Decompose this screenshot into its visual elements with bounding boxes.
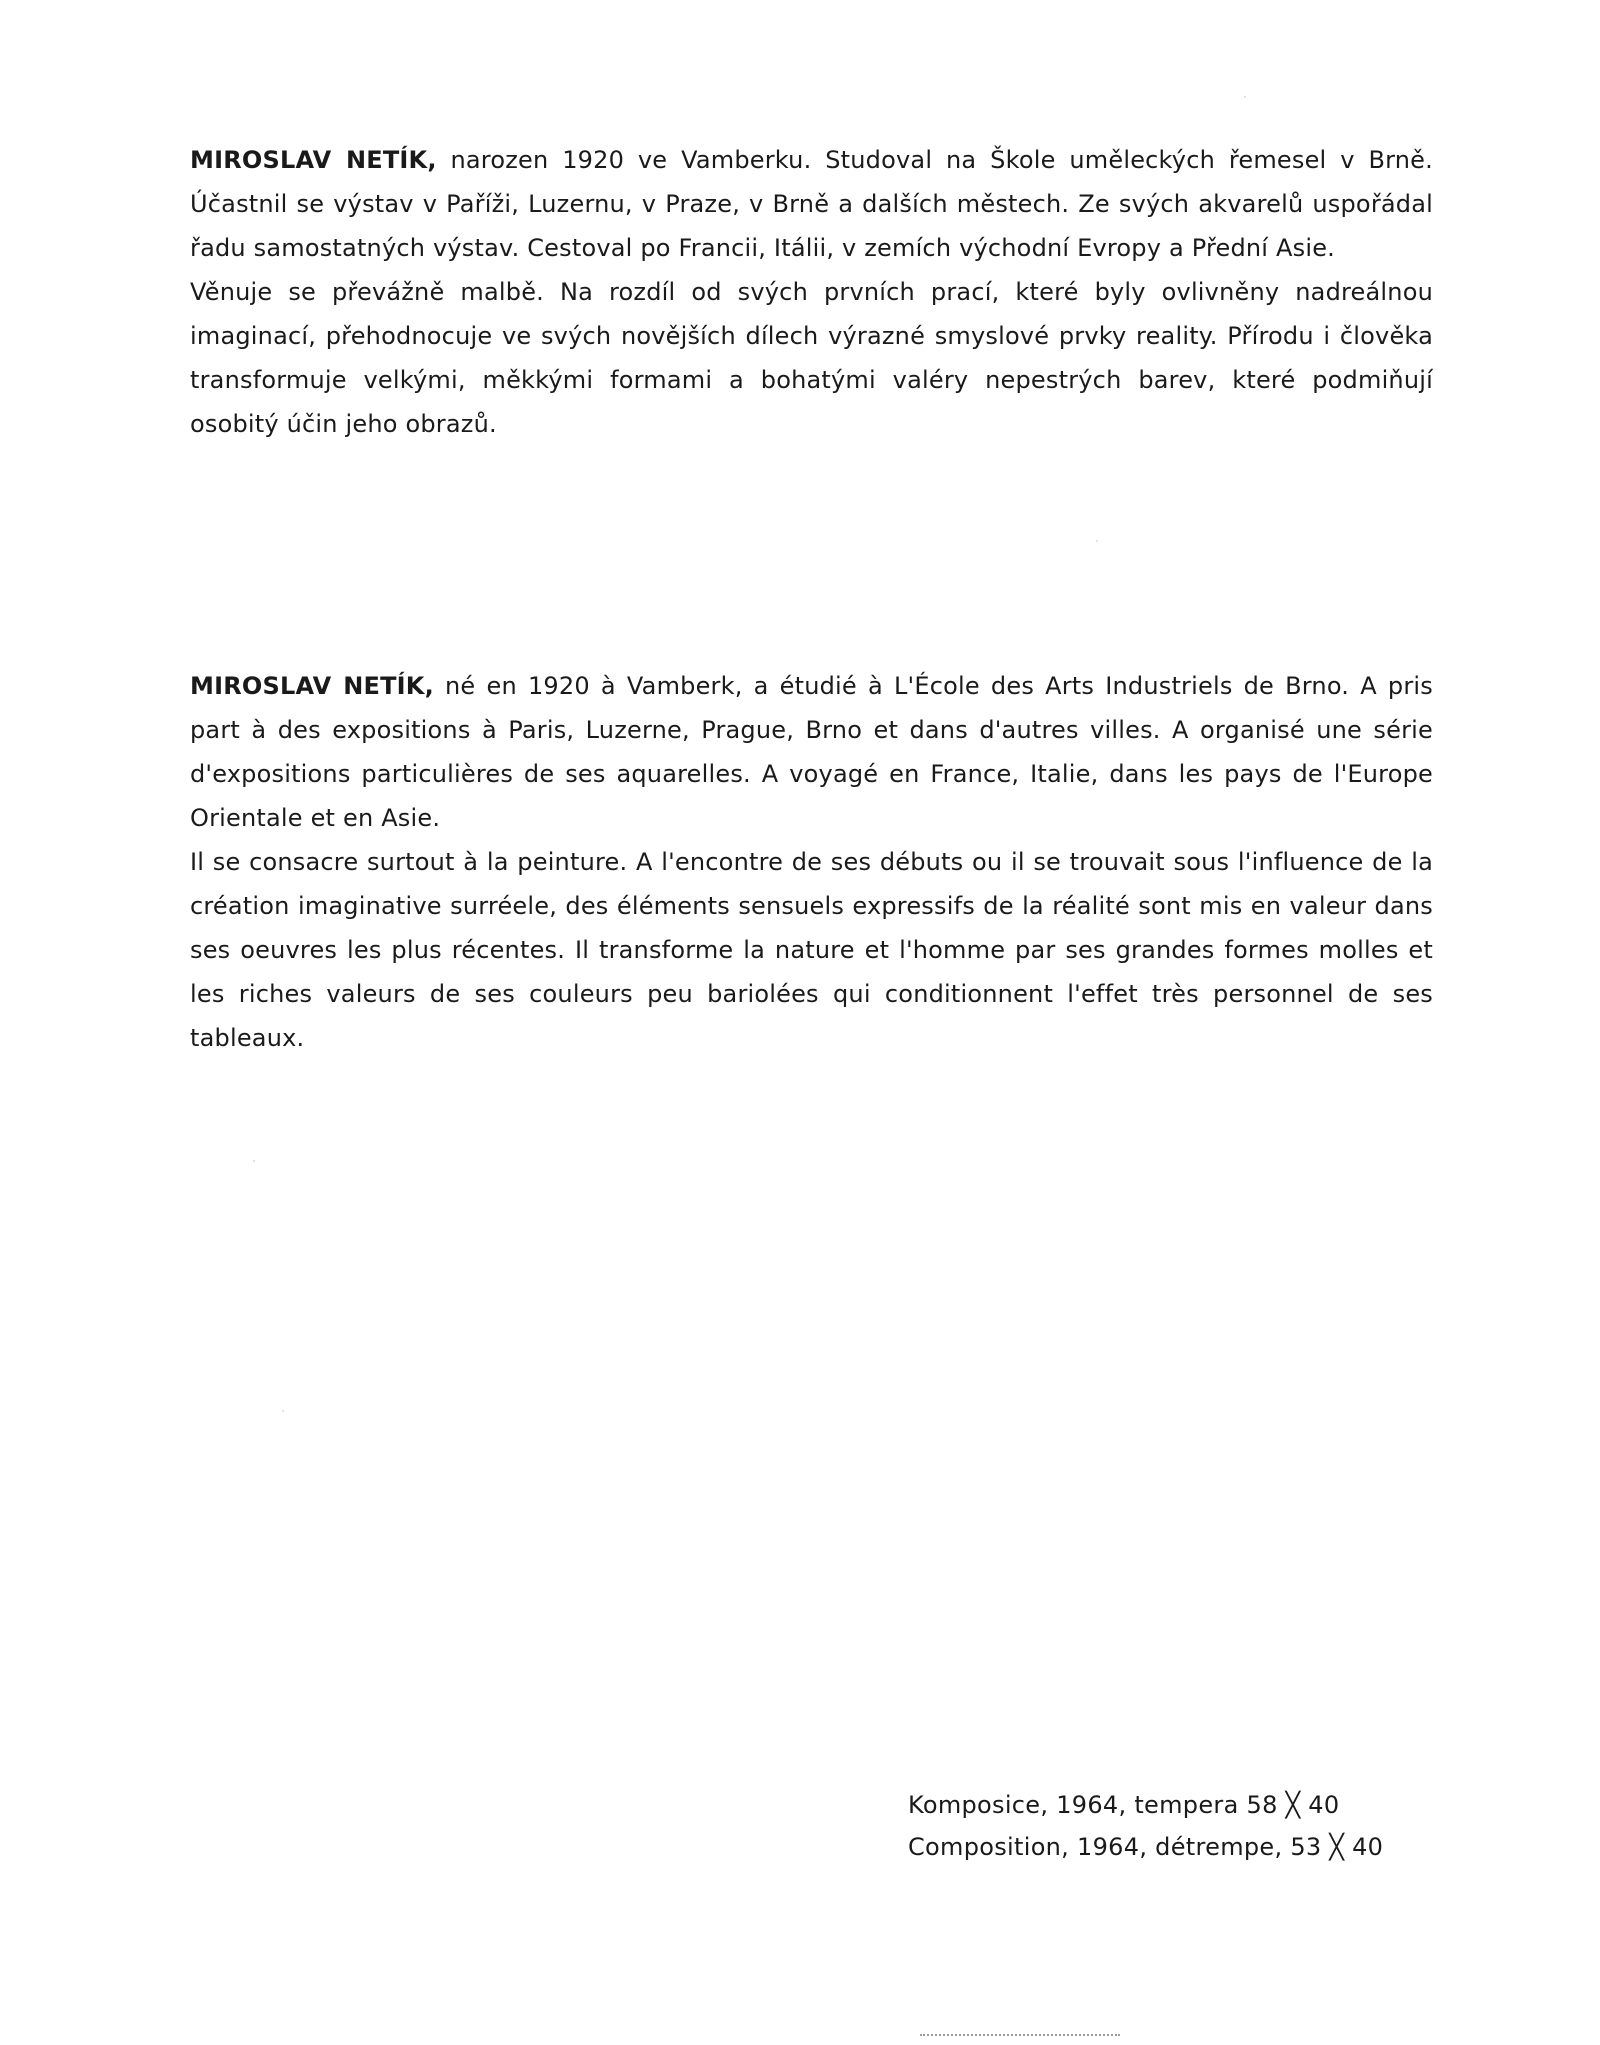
french-bio-paragraph	[190, 664, 1433, 840]
caption-french: Composition, 1964, détrempe, 53 ╳ 40	[908, 1833, 1384, 1861]
artist-name-czech: MIROSLAV NETÍK,	[190, 146, 437, 174]
french-bio-text: né en 1920 à Vamberk, a étudié à L'École des Arts Industriels de Brno. A pris part à des expositions à Paris, Luzerne, Prague, Brno et dans d'autres villes. A organisé une série d'expositions particulières de ses aquarelles. A voyagé en France, Italie, dans les pays de l'Europe Orientale et en Asie.	[190, 672, 1433, 832]
scan-edge-marks	[920, 2034, 1120, 2040]
scan-speck	[253, 1160, 255, 1162]
artist-name-french: MIROSLAV NETÍK,	[190, 672, 434, 700]
czech-biography	[190, 138, 1433, 446]
scan-speck	[1096, 540, 1098, 542]
french-biography	[190, 664, 1433, 1060]
scan-speck	[282, 1410, 284, 1412]
scan-speck	[1244, 96, 1246, 98]
french-art-paragraph: Il se consacre surtout à la peinture. A l'encontre de ses débuts ou il se trouvait sous l'influence de la création imaginative surréele, des éléments sensuels expressifs de la réalité sont mis en valeur dans ses oeuvres les plus récentes. Il transforme la nature et l'homme par ses grandes formes molles et les riches valeurs de ses couleurs peu bariolées qui conditionnent l'effet très personnel de ses tableaux.	[190, 848, 1433, 1052]
czech-art-paragraph: Věnuje se převážně malbě. Na rozdíl od svých prvních prací, které byly ovlivněny nadreálnou imaginací, přehodnocuje ve svých novějších dílech výrazné smyslové prvky reality. Přírodu i člověka transformuje velkými, měkkými formami a bohatými valéry nepestrých barev, které podmiňují osobitý účin jeho obrazů.	[190, 278, 1433, 438]
czech-bio-text: narozen 1920 ve Vamberku. Studoval na Škole uměleckých řemesel v Brně. Účastnil se výstav v Paříži, Luzernu, v Praze, v Brně a dalších městech. Ze svých akvarelů uspořádal řadu samostatných výstav. Cestoval po Francii, Itálii, v zemích východní Evropy a Přední Asie.	[190, 146, 1433, 262]
artwork-caption	[908, 1784, 1383, 1868]
czech-bio-paragraph	[190, 138, 1433, 270]
caption-czech: Komposice, 1964, tempera 58 ╳ 40	[908, 1791, 1340, 1819]
